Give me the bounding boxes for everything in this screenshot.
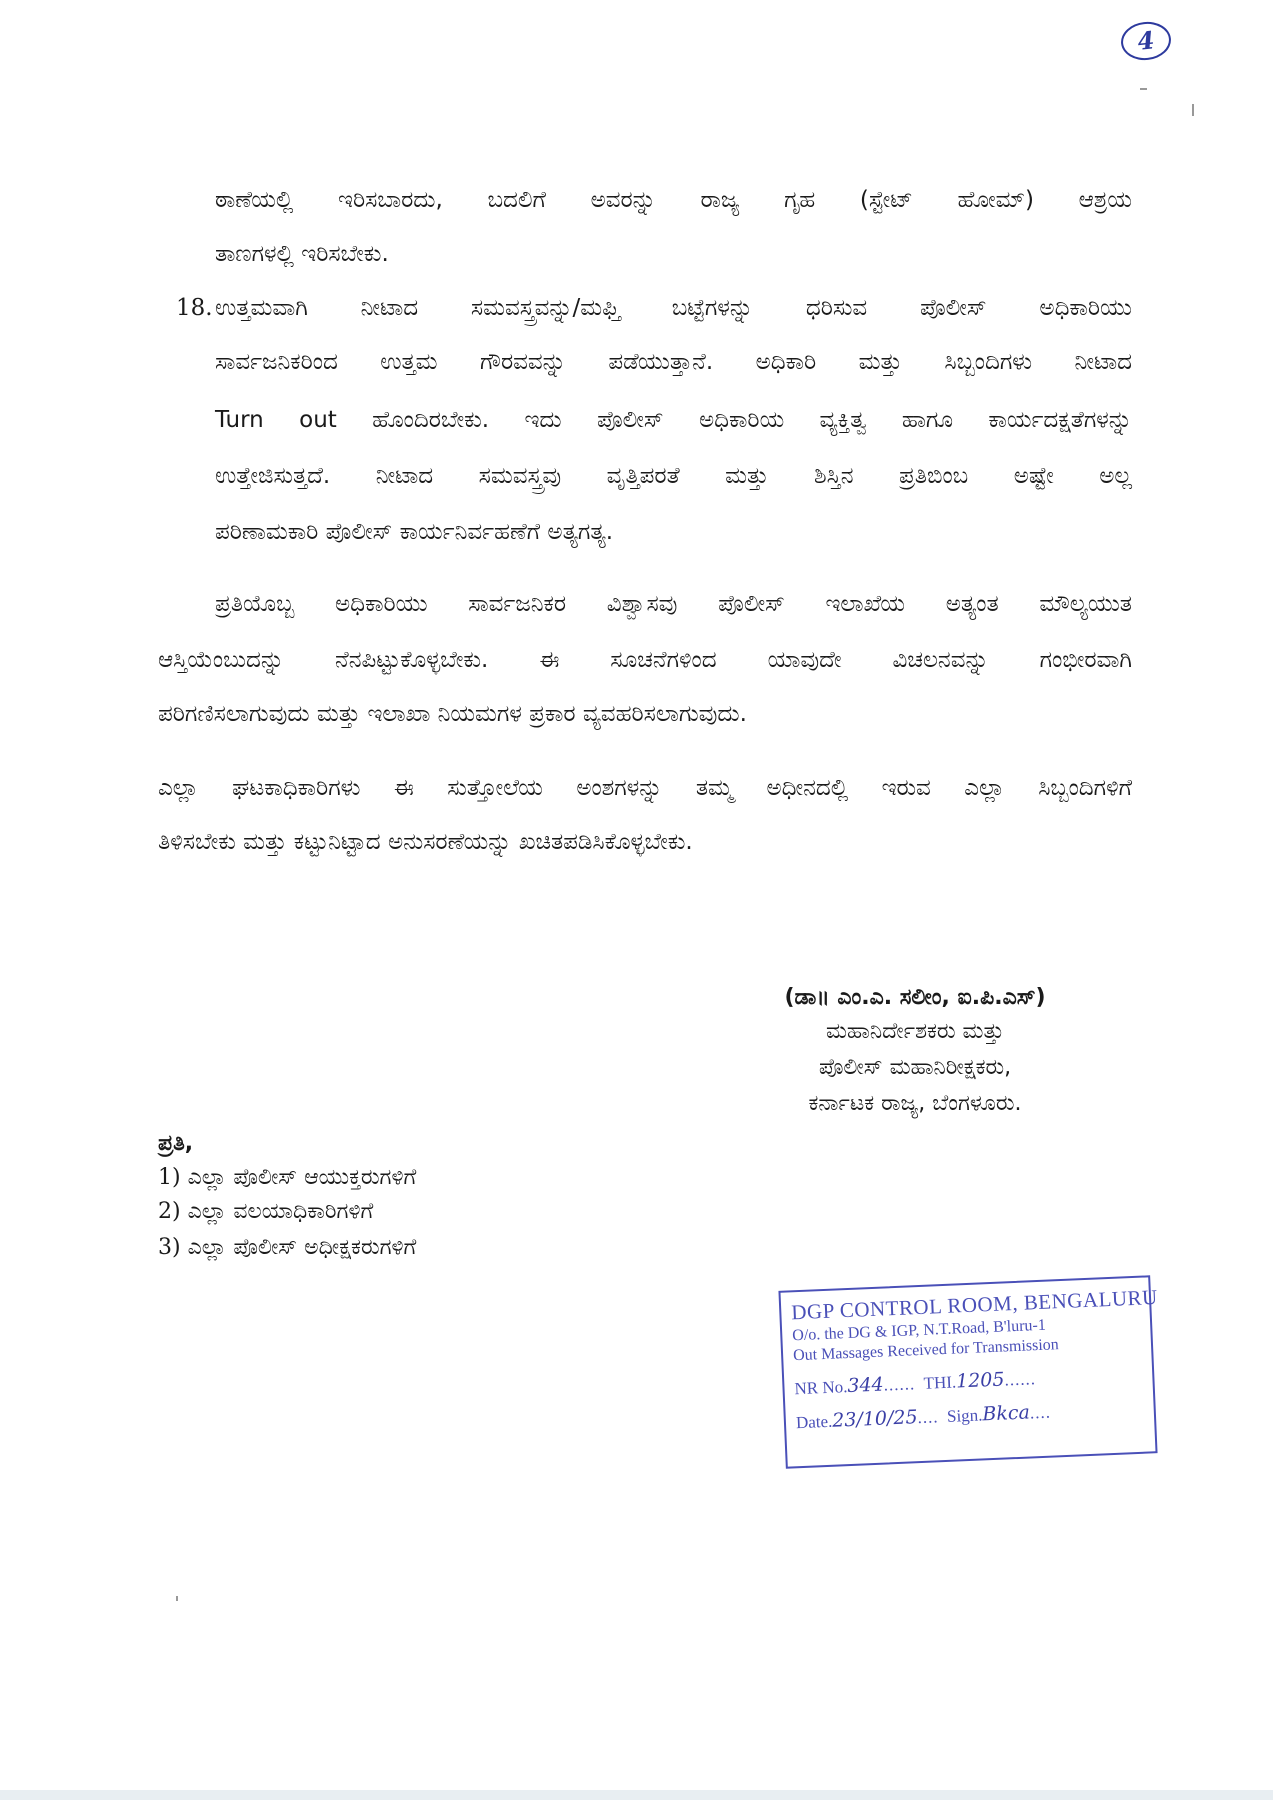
stamp-office-line: O/o. the DG & IGP, N.T.Road, B'luru-1: [791, 1316, 1047, 1345]
stamp-thi-value: 1205: [955, 1368, 1005, 1393]
stamp-nr-label: NR No.: [794, 1377, 848, 1399]
stamp-nr-row: [794, 1363, 1143, 1400]
item18-line-4: ಉತ್ತೇಜಿಸುತ್ತದೆ. ನೀಟಾದ ಸಮವಸ್ತ್ರವು ವೃತ್ತಿಪರತೆ ಮತ್ತು ಶಿಸ್ತಿನ ಪ್ರತಿಬಿಂಬ ಅಷ್ಟೇ ಅಲ್ಲ: [215, 463, 1132, 489]
copy-to-item: [158, 1234, 416, 1262]
continuation-line-1: ಠಾಣೆಯಲ್ಲಿ ಇರಿಸಬಾರದು, ಬದಲಿಗೆ ಅವರನ್ನು ರಾಜ್ಯ ಗೃಹ (ಸ್ಟೇಟ್ ಹೋಮ್) ಆಶ್ರಯ: [215, 187, 1132, 213]
signatory-title-2: ಪೊಲೀಸ್ ಮಹಾನಿರೀಕ್ಷಕರು,: [818, 1055, 1012, 1080]
copy-to-item-text: ಎಲ್ಲಾ ಪೊಲೀಸ್ ಅಧೀಕ್ಷಕರುಗಳಿಗೆ: [187, 1235, 417, 1260]
item-number-18: 18.: [176, 295, 213, 321]
item18-line-3: Turn out ಹೊಂದಿರಬೇಕು. ಇದು ಪೊಲೀಸ್ ಅಧಿಕಾರಿಯ ವ್ಯಕ್ತಿತ್ವ ಹಾಗೂ ಕಾರ್ಯದಕ್ಷತೆಗಳನ್ನು: [215, 407, 1132, 433]
copy-to-item-number: 1): [158, 1165, 181, 1190]
units-line-2: ತಿಳಿಸಬೇಕು ಮತ್ತು ಕಟ್ಟುನಿಟ್ಟಾದ ಅನುಸರಣೆಯನ್ನು ಖಚಿತಪಡಿಸಿಕೊಳ್ಳಬೇಕು.: [158, 829, 693, 855]
scan-speck: [176, 1596, 178, 1601]
stamp-sign-label: Sign.: [946, 1405, 983, 1426]
continuation-line-2: ತಾಣಗಳಲ್ಲಿ ಇರಿಸಬೇಕು.: [215, 241, 389, 267]
trust-line-1: ಪ್ರತಿಯೊಬ್ಬ ಅಧಿಕಾರಿಯು ಸಾರ್ವಜನಿಕರ ವಿಶ್ವಾಸವು ಪೊಲೀಸ್ ಇಲಾಖೆಯ ಅತ್ಯಂತ ಮೌಲ್ಯಯುತ: [215, 591, 1132, 617]
stamp-date-row: [795, 1397, 1144, 1434]
stamp-thi-label: THI.: [923, 1372, 957, 1393]
trust-line-2: ಆಸ್ತಿಯೆಂಬುದನ್ನು ನೆನಪಿಟ್ಟುಕೊಳ್ಳಬೇಕು. ಈ ಸೂಚನೆಗಳಿಂದ ಯಾವುದೇ ವಿಚಲನವನ್ನು ಗಂಭೀರವಾಗಿ: [158, 647, 1132, 673]
stamp-dots: ......: [883, 1374, 916, 1395]
stamp-date-label: Date.: [795, 1411, 833, 1433]
copy-to-item-number: 3): [158, 1235, 181, 1260]
stamp-nr-value: 344: [846, 1373, 885, 1398]
stamp-date-value: 23/10/25: [831, 1406, 918, 1432]
scan-edge: [0, 1790, 1273, 1800]
copy-to-item-number: 2): [158, 1199, 181, 1224]
item18-line-2: ಸಾರ್ವಜನಿಕರಿಂದ ಉತ್ತಮ ಗೌರವವನ್ನು ಪಡೆಯುತ್ತಾನೆ. ಅಧಿಕಾರಿ ಮತ್ತು ಸಿಬ್ಬಂದಿಗಳು ನೀಟಾದ: [215, 349, 1132, 375]
item18-line-5: ಪರಿಣಾಮಕಾರಿ ಪೊಲೀಸ್ ಕಾರ್ಯನಿರ್ವಹಣೆಗೆ ಅತ್ಯಗತ್ಯ.: [215, 519, 614, 545]
units-line-1: ಎಲ್ಲಾ ಘಟಕಾಧಿಕಾರಿಗಳು ಈ ಸುತ್ತೋಲೆಯ ಅಂಶಗಳನ್ನು ತಮ್ಮ ಅಧೀನದಲ್ಲಿ ಇರುವ ಎಲ್ಲಾ ಸಿಬ್ಬಂದಿಗಳಿಗೆ: [158, 775, 1132, 801]
signatory-name: (ಡಾ॥ ಎಂ.ಎ. ಸಲೀಂ, ಐ.ಪಿ.ಎಸ್): [784, 985, 1046, 1010]
scan-speck: [1140, 88, 1147, 90]
scan-speck: [1192, 104, 1194, 116]
stamp-dots: ......: [1004, 1369, 1037, 1390]
copy-to-heading: ಪ್ರತಿ,: [158, 1131, 194, 1156]
stamp-title: DGP CONTROL ROOM, BENGALURU: [790, 1285, 1159, 1325]
stamp-dots: ....: [917, 1407, 939, 1428]
copy-to-item: [158, 1198, 373, 1226]
control-room-stamp: [778, 1275, 1157, 1468]
stamp-purpose-line: Out Massages Received for Transmission: [792, 1336, 1060, 1365]
page-number: 4: [1119, 19, 1173, 62]
copy-to-item-text: ಎಲ್ಲಾ ಪೊಲೀಸ್ ಆಯುಕ್ತರುಗಳಿಗೆ: [187, 1165, 417, 1190]
trust-line-3: ಪರಿಗಣಿಸಲಾಗುವುದು ಮತ್ತು ಇಲಾಖಾ ನಿಯಮಗಳ ಪ್ರಕಾರ ವ್ಯವಹರಿಸಲಾಗುವುದು.: [158, 701, 747, 727]
copy-to-item: [158, 1164, 416, 1192]
copy-to-item-text: ಎಲ್ಲಾ ವಲಯಾಧಿಕಾರಿಗಳಿಗೆ: [187, 1199, 374, 1224]
signatory-title-1: ಮಹಾನಿರ್ದೇಶಕರು ಮತ್ತು: [825, 1019, 1005, 1044]
stamp-sign-value: Bkca: [981, 1401, 1031, 1426]
signatory-title-3: ಕರ್ನಾಟಕ ರಾಜ್ಯ, ಬೆಂಗಳೂರು.: [808, 1091, 1022, 1116]
stamp-dots: ....: [1029, 1402, 1052, 1423]
item18-line-1: ಉತ್ತಮವಾಗಿ ನೀಟಾದ ಸಮವಸ್ತ್ರವನ್ನು/ಮಫ್ತಿ ಬಟ್ಟೆಗಳನ್ನು ಧರಿಸುವ ಪೊಲೀಸ್ ಅಧಿಕಾರಿಯು: [215, 295, 1132, 321]
